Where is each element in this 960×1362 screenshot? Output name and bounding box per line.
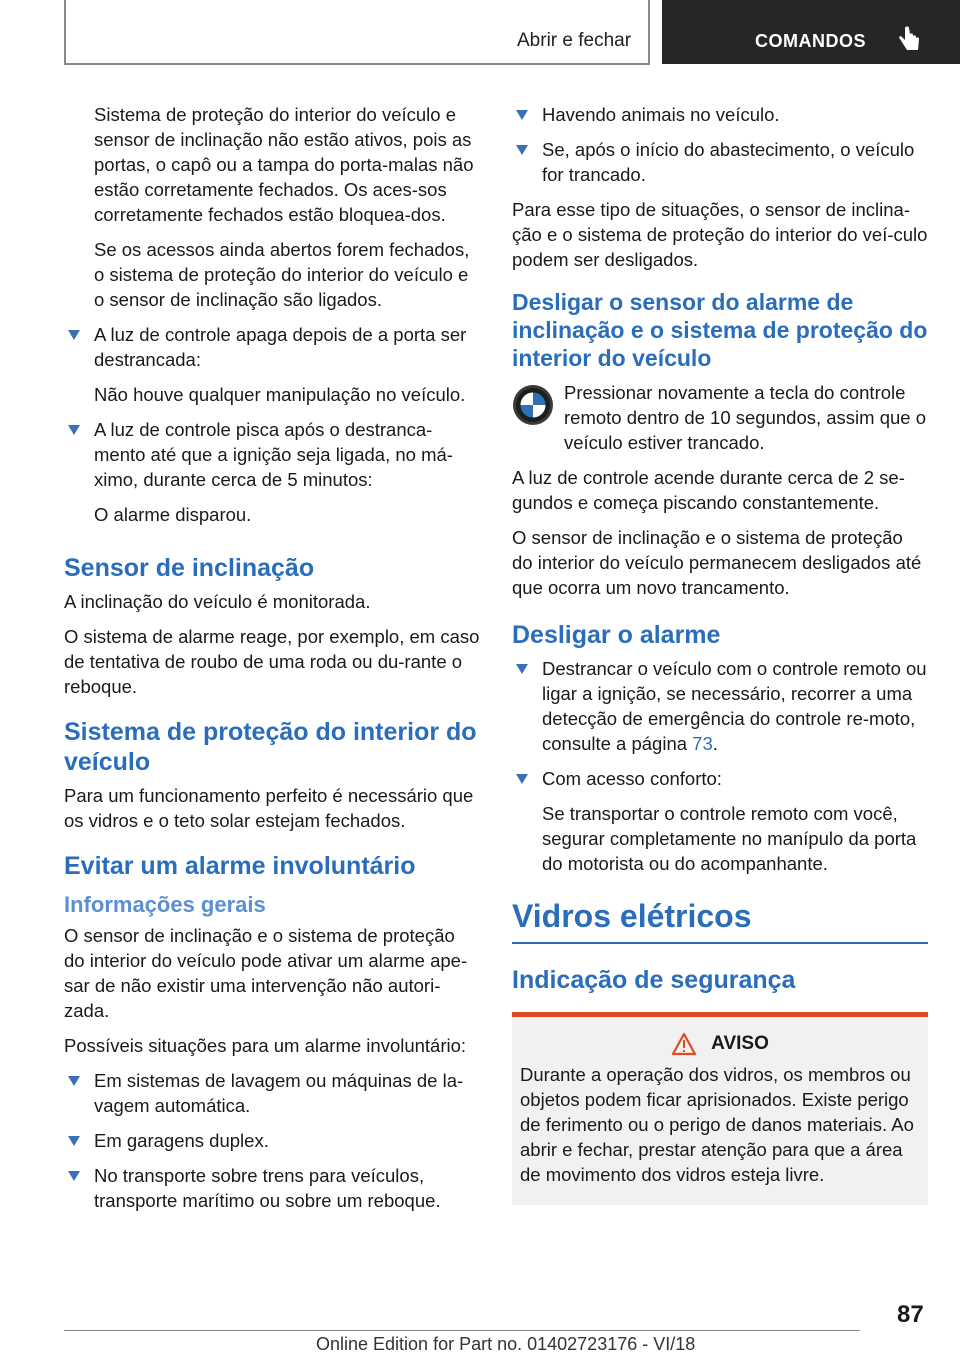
footer-edition: Online Edition for Part no. 01402723176 - VI/18 bbox=[316, 1334, 696, 1354]
list-item-text-end: . bbox=[712, 733, 718, 754]
list-item-text: Se, após o início do abastecimento, o veículo for trancado. bbox=[542, 139, 915, 185]
hand-pointer-icon bbox=[896, 26, 922, 54]
list-item bbox=[64, 1128, 480, 1153]
list-item bbox=[512, 656, 928, 756]
header-chapter-tab bbox=[662, 0, 960, 64]
paragraph: A luz de controle acende durante cerca de 2 se-gundos e começa piscando constantemente. bbox=[512, 467, 905, 513]
list-item-text: A luz de controle apaga depois de a porta ser destrancada: bbox=[94, 324, 467, 370]
list-item-text: Destrancar o veículo com o controle remoto ou ligar a ignição, se necessário, recorrer a uma detecção de emergência do controle re-moto, consulte a página bbox=[542, 658, 927, 754]
list-item bbox=[64, 1163, 480, 1213]
paragraph: Pressionar novamente a tecla do controle remoto dentro de 10 segundos, assim que o veículo estiver trancado. bbox=[564, 382, 927, 453]
paragraph: O alarme disparou. bbox=[94, 504, 252, 525]
paragraph: O sistema de alarme reage, por exemplo, em caso de tentativa de roubo de uma roda ou du-rante o reboque. bbox=[64, 626, 480, 697]
bullet-triangle-icon bbox=[516, 664, 528, 674]
bullet-triangle-icon bbox=[68, 1171, 80, 1181]
heading-indicacao-seguranca: Indicação de segurança bbox=[512, 966, 796, 994]
paragraph: O sensor de inclinação e o sistema de proteção do interior do veículo permanecem desligados até que ocorra um novo trancamento. bbox=[512, 527, 922, 598]
header-rule-left bbox=[64, 0, 66, 64]
paragraph: Para esse tipo de situações, o sensor de inclina-ção e o sistema de proteção do interior do veí-culo podem ser desligados. bbox=[512, 199, 928, 270]
list-item-text: Em sistemas de lavagem ou máquinas de la-vagem automática. bbox=[94, 1070, 464, 1116]
header-rule-bottom bbox=[64, 63, 650, 65]
list-item bbox=[512, 766, 928, 791]
heading-evitar-alarme: Evitar um alarme involuntário bbox=[64, 852, 416, 880]
bmw-key-instruction bbox=[512, 380, 928, 455]
list-item-text: Havendo animais no veículo. bbox=[542, 104, 780, 125]
heading-vidros-eletricos: Vidros elétricos bbox=[512, 896, 928, 944]
bullet-triangle-icon bbox=[68, 425, 80, 435]
paragraph: Se os acessos ainda abertos forem fechados, o sistema de proteção do interior do veículo e o sensor de inclinação são ligados. bbox=[94, 239, 470, 310]
heading-informacoes-gerais: Informações gerais bbox=[64, 892, 266, 917]
warning-triangle-icon bbox=[671, 1032, 697, 1056]
paragraph: Para um funcionamento perfeito é necessário que os vidros e o teto solar estejam fechados. bbox=[64, 785, 474, 831]
bullet-triangle-icon bbox=[68, 1136, 80, 1146]
list-item bbox=[64, 322, 480, 372]
heading-desligar-sensor: Desligar o sensor do alarme de inclinação e o sistema de proteção do interior do veículo bbox=[512, 289, 928, 371]
heading-sensor-inclinacao: Sensor de inclinação bbox=[64, 554, 315, 582]
paragraph: Se transportar o controle remoto com você, segurar completamente no manípulo da porta do motorista ou do acompanhante. bbox=[542, 803, 917, 874]
list-item-text: Em garagens duplex. bbox=[94, 1130, 269, 1151]
header-section-title: Abrir e fechar bbox=[517, 30, 632, 51]
bullet-triangle-icon bbox=[516, 774, 528, 784]
bullet-triangle-icon bbox=[516, 145, 528, 155]
list-item-text: No transporte sobre trens para veículos, transporte marítimo ou sobre um reboque. bbox=[94, 1165, 441, 1211]
bmw-key-button-icon bbox=[512, 384, 554, 426]
bullet-triangle-icon bbox=[68, 1076, 80, 1086]
list-item bbox=[512, 102, 928, 127]
header-rule-divider bbox=[648, 0, 650, 64]
list-item-text: A luz de controle pisca após o destranca-mento até que a ignição seja ligada, no má-ximo, durante cerca de 5 minutos: bbox=[94, 419, 453, 490]
warning-box bbox=[512, 1012, 928, 1205]
paragraph: Possíveis situações para um alarme involuntário: bbox=[64, 1035, 467, 1056]
list-item bbox=[64, 1068, 480, 1118]
list-item bbox=[512, 137, 928, 187]
paragraph: Sistema de proteção do interior do veículo e sensor de inclinação não estão ativos, pois as portas, o capô ou a tampa do porta-malas não estão corretamente fechados. Os aces-sos corretamente fechados estão bloquea-dos. bbox=[94, 104, 474, 225]
page-number: 87 bbox=[897, 1301, 924, 1328]
paragraph: A inclinação do veículo é monitorada. bbox=[64, 591, 371, 612]
heading-desligar-alarme: Desligar o alarme bbox=[512, 621, 721, 649]
bullet-triangle-icon bbox=[68, 330, 80, 340]
paragraph: O sensor de inclinação e o sistema de proteção do interior do veículo pode ativar um alarme ape-sar de não existir uma intervenção não autori-zada. bbox=[64, 925, 468, 1021]
list-item bbox=[64, 417, 480, 492]
page-reference-link[interactable]: 73 bbox=[692, 733, 713, 754]
bullet-triangle-icon bbox=[516, 110, 528, 120]
heading-sistema-protecao: Sistema de proteção do interior do veículo bbox=[64, 718, 477, 776]
right-column bbox=[512, 102, 928, 1205]
footer-rule bbox=[64, 1330, 860, 1331]
warning-title: AVISO bbox=[711, 1033, 769, 1054]
chapter-label: COMANDOS bbox=[755, 31, 866, 51]
list-item-text: Com acesso conforto: bbox=[542, 768, 722, 789]
left-column bbox=[64, 102, 480, 1223]
paragraph: Não houve qualquer manipulação no veículo. bbox=[94, 384, 466, 405]
warning-text: Durante a operação dos vidros, os membros ou objetos podem ficar aprisionados. Existe perigo de ferimento ou o perigo de danos materiais. Ao abrir e fechar, prestar atenção para que a área de movimento dos vidros esteja livre. bbox=[520, 1064, 914, 1185]
warning-header bbox=[520, 1031, 920, 1056]
